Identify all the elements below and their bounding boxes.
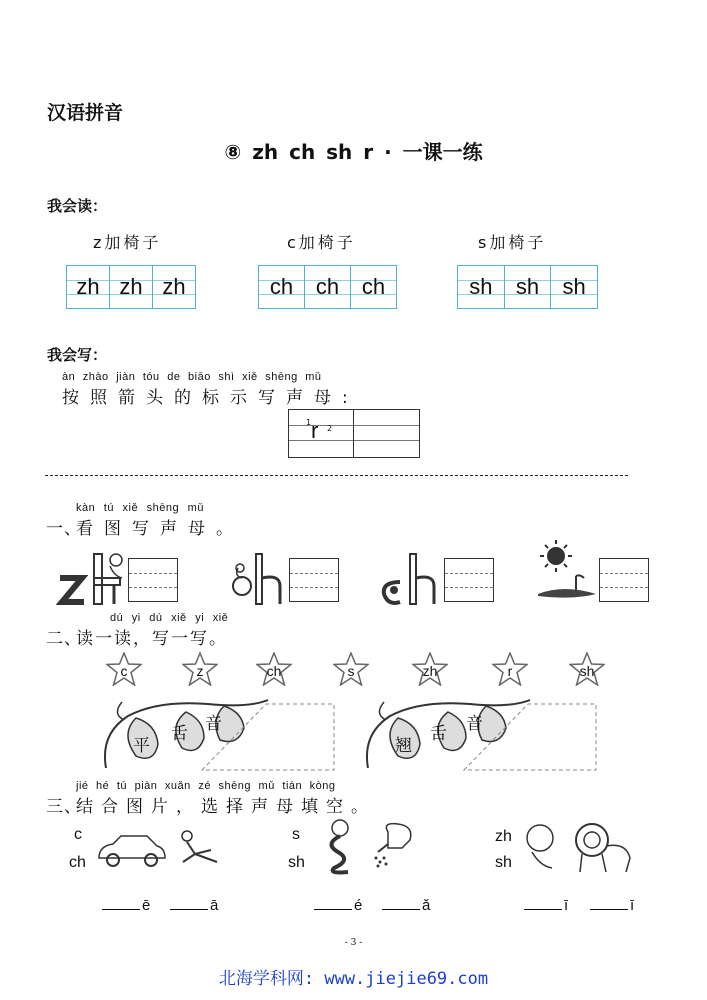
star-card [412,652,448,686]
q1-number: 一、 [46,519,82,539]
grid-cell: sh [505,266,552,308]
snake-kettle-picture [318,818,428,876]
q2-text: 读一读，写一写。 [76,629,228,649]
answer-box[interactable] [444,558,494,602]
grid-cell: ch [305,266,351,308]
q2-pinyin: dú yi dú xiě yi xiě [110,612,229,624]
c-chair-picture [228,548,288,606]
footer-site[interactable]: 北海学科网: www.jiejie69.com [218,969,489,989]
answer-box[interactable] [599,558,649,602]
fill-blank-6[interactable]: ī [590,897,634,914]
fill-blank-1[interactable]: ē [102,897,150,914]
q1-text: 看图写声母。 [76,519,244,539]
read-label-s: s加椅子 [478,233,547,252]
star-card [182,652,218,686]
star-letter: z [196,663,204,679]
read-grid-ch [258,265,397,309]
star-letter: c [120,663,128,679]
stroke-demo-grid [288,409,420,458]
z-chair-picture [56,548,126,606]
leaf-char: 音 [205,714,223,734]
star-letter: zh [422,663,438,679]
star-card [106,652,142,686]
option-ch: ch [69,854,86,871]
read-label-c: c加椅子 [287,233,356,252]
stroke-number-2: 2 [327,424,333,433]
lesson-title: ⑧ zh ch sh r · 一课一练 [224,140,483,164]
star-letter: sh [579,663,595,679]
demo-letter: r [311,418,319,443]
grid-cell: zh [110,266,153,308]
option-sh: sh [288,854,305,871]
category-title: 汉语拼音 [47,102,124,124]
q2-number: 二、 [46,629,82,649]
star-card [333,652,369,686]
separator [45,475,628,476]
star-card [569,652,605,686]
write-instruction: 按照箭头的标示写声母: [62,388,359,408]
stroke-number-1: 1 [306,418,312,427]
grid-cell: ch [361,274,386,299]
option-zh: zh [495,828,512,845]
read-grid-sh [457,265,598,309]
star-card [492,652,528,686]
leaf-char: 舌 [171,724,189,744]
q1-pinyin: kàn tú xiě shēng mǔ [76,502,204,514]
s-chair-picture [378,548,440,606]
option-sh: sh [495,854,512,871]
q3-number: 三、 [46,797,82,817]
star-letter: ch [266,663,282,679]
leaf-char: 音 [466,714,484,734]
grid-cell: ch [259,266,305,308]
star-letter: r [507,663,513,679]
sun-grass-picture [534,538,598,602]
fill-blank-3[interactable]: é [314,897,362,914]
option-c: c [74,826,82,843]
answer-box[interactable] [128,558,178,602]
leaf-char: 翘 [395,736,413,756]
lion-picture [522,818,642,876]
write-section-title: 我会写： [47,346,108,364]
option-s: s [292,826,300,843]
write-pinyin: àn zhào jiàn tóu de biāo shì xiě shēng mǔ [62,371,322,383]
car-person-picture [95,828,225,870]
answer-box[interactable] [289,558,339,602]
star-card [256,652,292,686]
grid-cell: zh [162,274,186,299]
q3-text: 结合图片，选择声母填空。 [76,797,376,817]
grid-cell: sh [458,266,505,308]
grid-cell: sh [562,274,586,299]
leaf-char: 舌 [430,724,448,744]
fill-blank-5[interactable]: ī [524,897,568,914]
leaf-char: 平 [133,736,151,756]
read-grid-zh [66,265,196,309]
page-number: - 3 - [344,938,363,948]
star-letter: s [347,663,355,679]
q3-pinyin: jié hé tú piàn xuǎn zé shēng mǔ tián kòng [76,780,336,792]
read-label-z: z加椅子 [93,233,162,252]
fill-blank-2[interactable]: ā [170,897,218,914]
grid-cell: zh [67,266,110,308]
fill-blank-4[interactable]: ǎ [382,897,430,914]
read-section-title: 我会读： [47,197,108,215]
